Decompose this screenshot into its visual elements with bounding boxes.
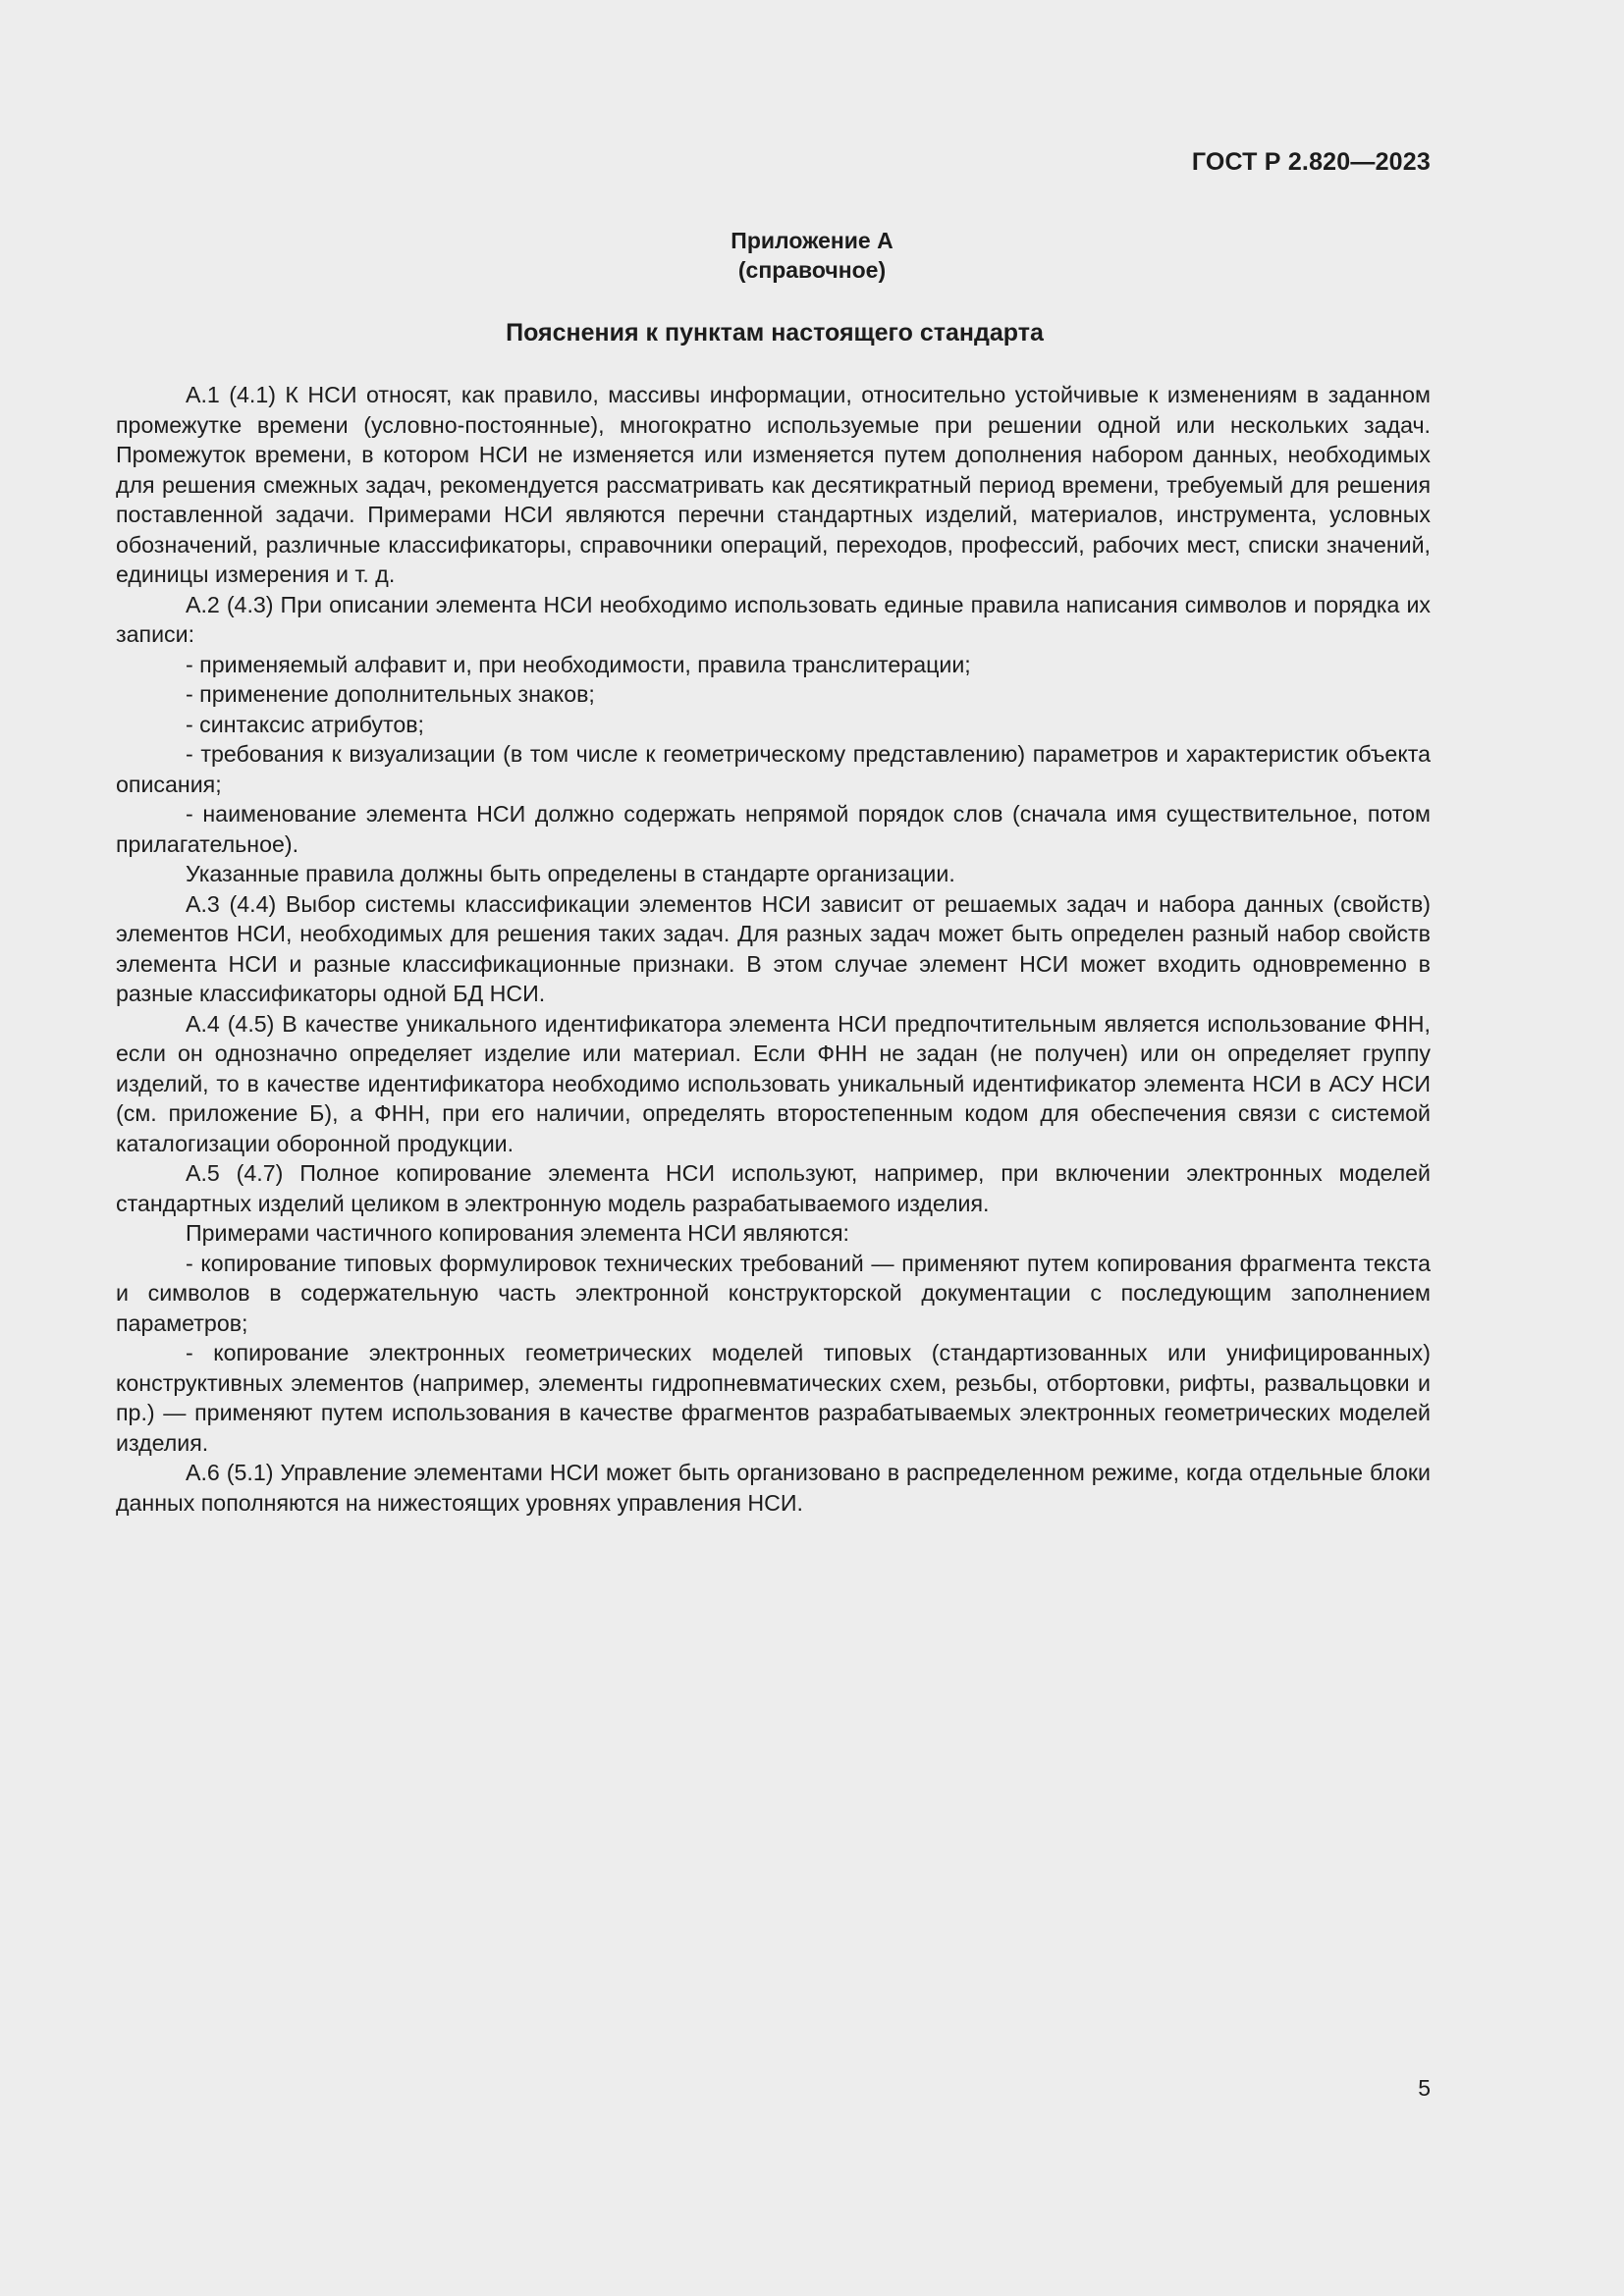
appendix-subtitle: (справочное) (737, 257, 887, 283)
list-item: - применение дополнительных знаков; (186, 681, 595, 707)
list-item: - копирование электронных геометрических моделей типовых (стандартизованных или унифицированных) конструктивных элементов (например, элементы гидропневматических схем, резьбы, отбортовки, рифты, развальцовки и пр.) — применяют путем использования в качестве фрагментов разрабатываемых электронных геометрических моделей изделия. (116, 1340, 1431, 1456)
list-item: - применяемый алфавит и, при необходимости, правила транслитерации; (186, 651, 971, 677)
appendix-title: Приложение А (731, 228, 893, 253)
paragraph-a1: А.1 (4.1) К НСИ относят, как правило, массивы информации, относительно устойчивые к изменениям в заданном промежутке времени (условно-постоянные), многократно используемые при решении одной или нескольких задач. Промежуток времени, в котором НСИ не изменяется или изменяется путем дополнения набором данных, необходимых для решения смежных задач, рекомендуется рассматривать как десятикратный период времени, требуемый для решения поставленной задачи. Примерами НСИ являются перечни стандартных изделий, материалов, инструмента, условных обозначений, различные классификаторы, справочники операций, переходов, профессий, рабочих мест, списки значений, единицы измерения и т. д. (116, 382, 1431, 587)
paragraph-note: Указанные правила должны быть определены в стандарте организации. (186, 861, 955, 886)
paragraph-a2: А.2 (4.3) При описании элемента НСИ необходимо использовать единые правила написания символов и порядка их записи: (116, 591, 1431, 647)
section-title: Пояснения к пунктам настоящего стандарта (506, 319, 1044, 347)
paragraph-a6: А.6 (5.1) Управление элементами НСИ может быть организовано в распределенном режиме, когда отдельные блоки данных пополняются на нижестоящих уровнях управления НСИ. (116, 1460, 1431, 1516)
paragraph-a3: А.3 (4.4) Выбор системы классификации элементов НСИ зависит от решаемых задач и набора данных (свойств) элементов НСИ, необходимых для решения таких задач. Для разных задач может быть определен разный набор свойств элемента НСИ и разные классификационные признаки. В этом случае элемент НСИ может входить одновременно в разные классификаторы одной БД НСИ. (116, 890, 1431, 1006)
document-code: ГОСТ Р 2.820—2023 (1191, 148, 1431, 176)
list-item: - копирование типовых формулировок технических требований — применяют путем копирования фрагмента текста и символов в содержательную часть электронной конструкторской документации с последующим заполнением параметров; (116, 1250, 1431, 1336)
paragraph-a5: А.5 (4.7) Полное копирование элемента НСИ используют, например, при включении электронных моделей стандартных изделий целиком в электронную модель разрабатываемого изделия. (116, 1160, 1431, 1216)
list-item: - наименование элемента НСИ должно содержать непрямой порядок слов (сначала имя существительное, потом прилагательное). (116, 801, 1431, 857)
paragraph-examples: Примерами частичного копирования элемента НСИ являются: (186, 1220, 849, 1246)
paragraph-a4: А.4 (4.5) В качестве уникального идентификатора элемента НСИ предпочтительным является использование ФНН, если он однозначно определяет изделие или материал. Если ФНН не задан (не получен) или он определяет группу изделий, то в качестве идентификатора необходимо использовать уникальный идентификатор элемента НСИ в АСУ НСИ (см. приложение Б), а ФНН, при его наличии, определять второстепенным кодом для обеспечения связи с системой каталогизации оборонной продукции. (116, 1010, 1431, 1156)
appendix-heading (0, 226, 1624, 285)
list-item: - требования к визуализации (в том числе к геометрическому представлению) параметров и характеристик объекта описания; (116, 741, 1431, 797)
page-number: 5 (1418, 2075, 1431, 2101)
list-item: - синтаксис атрибутов; (186, 711, 424, 737)
body-text (116, 380, 1431, 1518)
